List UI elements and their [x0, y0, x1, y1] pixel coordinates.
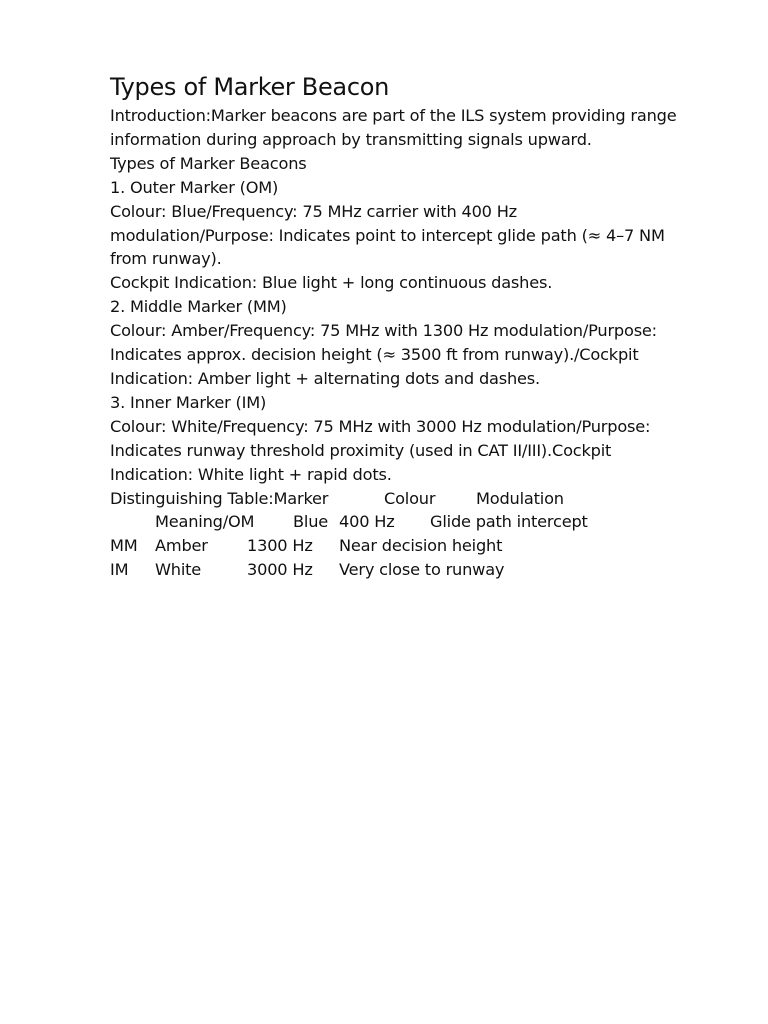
table-mm-note: Near decision height: [339, 536, 503, 556]
intro-line-2: information during approach by transmitting signals upward.: [110, 129, 592, 149]
table-om-modulation: 400 Hz: [339, 512, 395, 532]
table-header-lead: Distinguishing Table:Marker: [110, 488, 329, 508]
inner-marker-line-2: Indicates runway threshold proximity (used in CAT II/III).Cockpit: [110, 440, 612, 460]
table-im-colour: White: [155, 560, 202, 580]
table-im-modulation: 3000 Hz: [247, 560, 313, 580]
outer-marker-line-2: modulation/Purpose: Indicates point to intercept glide path (≈ 4–7 NM: [110, 225, 665, 245]
table-mm-colour: Amber: [155, 536, 208, 556]
middle-marker-line-1: Colour: Amber/Frequency: 75 MHz with 1300 Hz modulation/Purpose:: [110, 321, 657, 341]
middle-marker-line-3: Indication: Amber light + alternating dots and dashes.: [110, 368, 540, 388]
section-heading: Types of Marker Beacons: [110, 153, 307, 173]
table-im-note: Very close to runway: [339, 560, 505, 580]
outer-marker-line-3: from runway).: [110, 249, 222, 269]
table-om-meaning: Meaning/OM: [155, 512, 255, 532]
table-header-modulation: Modulation: [476, 488, 564, 508]
intro-line-1: Introduction:Marker beacons are part of the ILS system providing range: [110, 106, 677, 125]
table-om-note: Glide path intercept: [430, 512, 588, 532]
table-om-colour: Blue: [293, 512, 329, 532]
table-mm-modulation: 1300 Hz: [247, 536, 313, 556]
inner-marker-heading: 3. Inner Marker (IM): [110, 392, 267, 412]
middle-marker-line-2: Indicates approx. decision height (≈ 3500 ft from runway)./Cockpit: [110, 345, 639, 365]
middle-marker-heading: 2. Middle Marker (MM): [110, 297, 287, 317]
outer-marker-heading: 1. Outer Marker (OM): [110, 177, 279, 197]
outer-marker-cockpit: Cockpit Indication: Blue light + long continuous dashes.: [110, 273, 553, 293]
table-row-mm: [110, 534, 730, 558]
outer-marker-line-1: Colour: Blue/Frequency: 75 MHz carrier with 400 Hz: [110, 201, 517, 221]
table-im-marker: IM: [110, 560, 129, 580]
table-header-colour: Colour: [384, 488, 436, 508]
document-page: [110, 70, 730, 582]
table-header-row: [110, 487, 730, 511]
table-row-om: [110, 510, 730, 534]
table-mm-marker: MM: [110, 536, 138, 556]
inner-marker-line-3: Indication: White light + rapid dots.: [110, 464, 392, 484]
document-title: Types of Marker Beacon: [110, 73, 390, 101]
inner-marker-line-1: Colour: White/Frequency: 75 MHz with 3000 Hz modulation/Purpose:: [110, 416, 651, 436]
table-row-im: [110, 558, 730, 582]
